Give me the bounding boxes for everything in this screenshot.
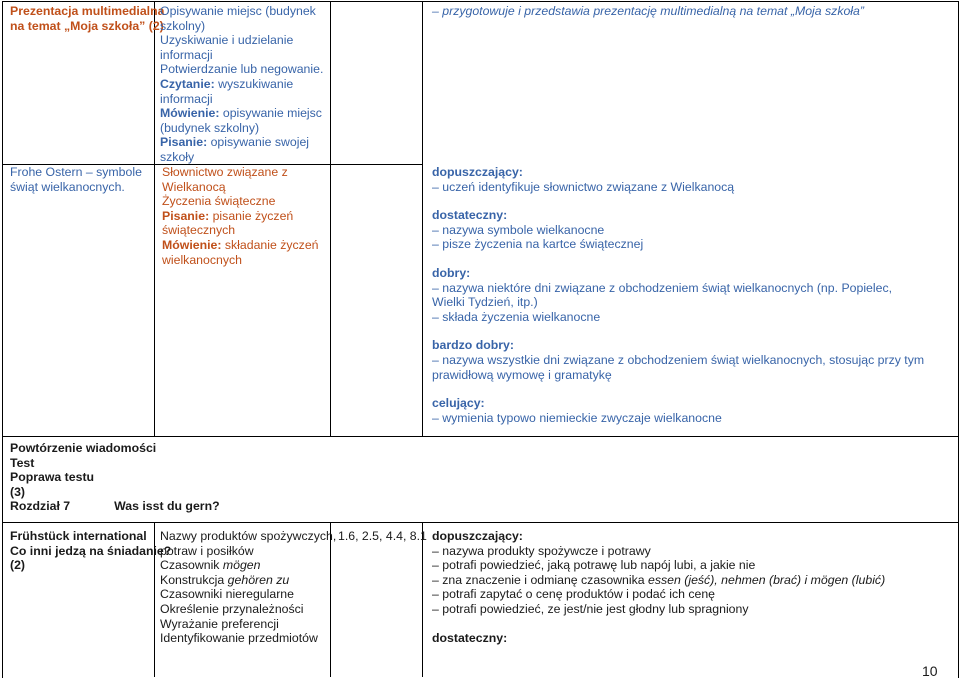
grade-line: – pisze życzenia na kartce świątecznej [432, 237, 924, 252]
spacer [432, 324, 924, 338]
row1-reading [160, 77, 323, 92]
speaking-text: opisywanie miejsc [222, 106, 322, 121]
row1-speaking [160, 106, 323, 121]
writing-text: opisywanie swojej [210, 135, 310, 150]
row3-line: (3) [10, 484, 26, 499]
row4-ref [338, 529, 427, 544]
speaking-label: Mówienie: [162, 237, 222, 252]
curriculum-ref: 1.6, 2.5, 4.4, 8.1 [338, 529, 427, 543]
row1-skill-line: Opisywanie miejsc (budynek [160, 4, 316, 18]
row1-skill-line: szkoły [160, 149, 195, 164]
row1-topic-line: na temat „Moja szkoła” (2) [10, 18, 164, 33]
spacer [432, 617, 885, 631]
row4-skill-line: Czasownik mögen [160, 558, 261, 573]
grade-line: – uczeń identyfikuje słownictwo związane z Wielkanocą [432, 180, 924, 195]
reading-text: wyszukiwanie [218, 76, 294, 91]
row1-skill-line: Uzyskiwanie i udzielanie [160, 33, 294, 48]
row2-writing [162, 209, 319, 224]
grade-line: – zna znaczenie i odmianę czasownika essen (jeść), nehmen (brać) i mögen (lubić) [432, 573, 885, 588]
rule-row3 [2, 522, 958, 523]
grade-line: – potrafi powiedzieć, jaką potrawę lub napój lubi, a jakie nie [432, 558, 885, 573]
grade-label: dostateczny: [432, 208, 508, 223]
reading-label: Czytanie: [160, 76, 215, 91]
row1-topic [10, 4, 164, 33]
spacer [432, 252, 924, 266]
speaking-text: składanie życzeń [224, 237, 319, 252]
page-number: 10 [922, 663, 938, 679]
rule-row2 [2, 436, 958, 437]
grade-line: – wymienia typowo niemieckie zwyczaje wielkanocne [432, 411, 924, 426]
chapter-title: Was isst du gern? [114, 499, 220, 514]
row4-topic [10, 529, 171, 573]
grade-label: bardzo dobry: [432, 338, 514, 353]
row4-skill-line: Określenie przynależności [160, 601, 304, 616]
spacer [432, 194, 924, 208]
grade-line: Wielki Tydzień, itp.) [432, 295, 538, 310]
rule-c3b [422, 522, 423, 677]
row4-topic-line: (2) [10, 558, 26, 573]
chapter-label: Rozdział 7 [10, 499, 71, 514]
grade-line: – nazywa wszystkie dni związane z obchodzeniem świąt wielkanocnych, stosując przy tym [432, 353, 924, 368]
row4-skill-line: Konstrukcja gehören zu [160, 572, 290, 587]
row4-skill-line: Nazwy produktów spożywczych, [160, 529, 337, 543]
requirement-line: – przygotowuje i przedstawia prezentację multimedialną na temat „Moja szkoła” [432, 4, 864, 19]
row2-vocab-line: Słownictwo związane z [162, 165, 288, 179]
row2-topic-line: świąt wielkanocnych. [10, 179, 125, 194]
grade-label: celujący: [432, 396, 485, 411]
grade-line: – nazywa niektóre dni związane z obchodzeniem świąt wielkanocnych (np. Popielec, [432, 281, 924, 296]
grade-label: dopuszczający: [432, 165, 523, 179]
row2-speaking [162, 238, 319, 253]
row4-skill-line: Wyrażanie preferencji [160, 616, 279, 631]
row1-skill-line: informacji [160, 47, 213, 62]
rule-c3 [422, 1, 423, 436]
row4-skill-line: Czasowniki nieregularne [160, 587, 294, 602]
row3-line: Powtórzenie wiadomości [10, 441, 157, 455]
row2-skills [162, 165, 319, 267]
row2-vocab-line: Życzenia świąteczne [162, 194, 276, 209]
row2-topic-line: Frohe Ostern – symbole [10, 165, 142, 179]
row1-writing [160, 135, 323, 150]
row1-skill-line: informacji [160, 91, 213, 106]
rule-right [958, 1, 959, 678]
row3-line: Test [10, 455, 35, 470]
row3-chapter [10, 499, 220, 514]
speaking-label: Mówienie: [160, 106, 220, 121]
grade-line: – nazywa symbole wielkanocne [432, 223, 924, 238]
grade-line: – potrafi powiedzieć, ze jest/nie jest głodny lub spragniony [432, 602, 885, 617]
row2-vocab-line: świątecznych [162, 223, 236, 238]
row4-skills [160, 529, 336, 646]
spacer [432, 382, 924, 396]
grade-label: dobry: [432, 265, 471, 280]
row2-topic [10, 165, 142, 194]
row4-skill-line: Identyfikowanie przedmiotów [160, 631, 318, 646]
rule-top [2, 1, 958, 2]
rule-c2 [330, 1, 331, 436]
row2-grades [432, 165, 924, 425]
row2-vocab-line: wielkanocnych [162, 252, 242, 267]
writing-label: Pisanie: [162, 208, 210, 223]
row4-topic-line: Co inni jedzą na śniadanie? [10, 543, 172, 558]
grade-line: – potrafi zapytać o cenę produktów i podać ich cenę [432, 587, 885, 602]
grade-label: dostateczny: [432, 630, 508, 645]
row1-skill-line: (budynek szkolny) [160, 120, 260, 135]
row1-skill-line: szkolny) [160, 18, 206, 33]
grade-line: – składa życzenia wielkanocne [432, 310, 924, 325]
row4-skill-line: potraw i posiłków [160, 543, 254, 558]
writing-text: pisanie życzeń [212, 208, 294, 223]
grade-line: prawidłową wymowę i gramatykę [432, 367, 612, 382]
row2-vocab-line: Wielkanocą [162, 179, 226, 194]
rule-c1 [154, 1, 155, 436]
row4-grades [432, 529, 885, 645]
grade-line: – nazywa produkty spożywcze i potrawy [432, 544, 885, 559]
row4-topic-line: Frühstück international [10, 529, 147, 543]
row3-review [10, 441, 220, 514]
row1-skill-line: Potwierdzanie lub negowanie. [160, 62, 324, 77]
rule-left [2, 1, 3, 678]
grade-label: dopuszczający: [432, 529, 523, 543]
row3-line: Poprawa testu [10, 470, 95, 485]
row1-requirement [432, 4, 864, 19]
writing-label: Pisanie: [160, 135, 208, 150]
row1-topic-line: Prezentacja multimedialna [10, 4, 165, 18]
row1-skills [160, 4, 323, 165]
